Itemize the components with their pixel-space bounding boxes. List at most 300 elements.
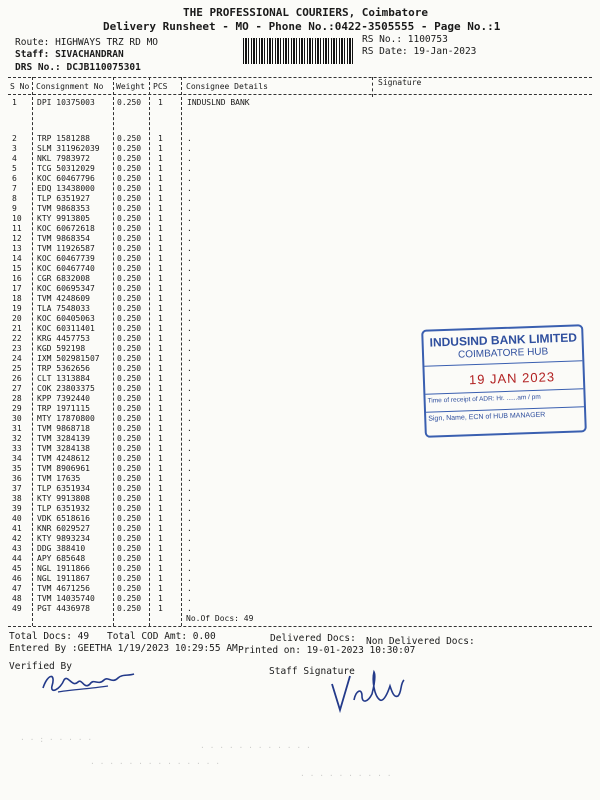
row-pcs: 1 [158, 98, 163, 107]
row-consignee: . [187, 244, 192, 253]
row-sno: 4 [12, 154, 17, 163]
table-row [0, 204, 600, 214]
row-sno: 14 [12, 254, 22, 263]
row-consignee: . [187, 494, 192, 503]
table-row [0, 184, 600, 194]
row-sno: 18 [12, 294, 22, 303]
verified-signature [38, 668, 138, 698]
row-pcs: 1 [158, 274, 163, 283]
row-pcs: 1 [158, 514, 163, 523]
row-weight: 0.250 [117, 434, 142, 443]
row-consignment-no: TVM 11926587 [37, 244, 95, 253]
col-header-consignment: Consignment No [36, 82, 104, 91]
table-row [0, 164, 600, 174]
row-sno: 46 [12, 574, 22, 583]
table-row [0, 224, 600, 234]
row-weight: 0.250 [117, 554, 142, 563]
row-consignee: . [187, 474, 192, 483]
row-consignee: INDUSLND BANK [187, 98, 250, 107]
row-weight: 0.250 [117, 414, 142, 423]
row-sno: 24 [12, 354, 22, 363]
table-row [0, 194, 600, 204]
row-consignment-no: KTY 9893234 [37, 534, 90, 543]
row-weight: 0.250 [117, 504, 142, 513]
row-sno: 42 [12, 534, 22, 543]
row-consignment-no: KRG 4457753 [37, 334, 90, 343]
row-weight: 0.250 [117, 584, 142, 593]
row-sno: 45 [12, 564, 22, 573]
route-line [15, 37, 158, 48]
total-cod-amount: Total COD Amt: 0.00 [107, 631, 216, 642]
row-consignee: . [187, 174, 192, 183]
row-pcs: 1 [158, 434, 163, 443]
row-consignee: . [187, 184, 192, 193]
row-sno: 40 [12, 514, 22, 523]
row-pcs: 1 [158, 524, 163, 533]
row-weight: 0.250 [117, 354, 142, 363]
row-consignment-no: TLP 6351927 [37, 194, 90, 203]
row-pcs: 1 [158, 294, 163, 303]
row-consignee: . [187, 404, 192, 413]
row-pcs: 1 [158, 234, 163, 243]
row-sno: 12 [12, 234, 22, 243]
row-weight: 0.250 [117, 304, 142, 313]
row-consignment-no: TVM 14035740 [37, 594, 95, 603]
row-sno: 33 [12, 444, 22, 453]
row-weight: 0.250 [117, 344, 142, 353]
row-consignee: . [187, 354, 192, 363]
non-delivered-docs: Non Delivered Docs: [366, 636, 475, 647]
table-row [0, 564, 600, 574]
stamp-bank-name: INDUSIND BANK LIMITED [429, 330, 578, 350]
stamp-date: 19 JAN 2023 [468, 369, 556, 388]
row-sno: 25 [12, 364, 22, 373]
table-row [0, 214, 600, 224]
row-sno: 32 [12, 434, 22, 443]
table-row [0, 154, 600, 164]
row-weight: 0.250 [117, 194, 142, 203]
row-pcs: 1 [158, 544, 163, 553]
row-weight: 0.250 [117, 314, 142, 323]
row-sno: 36 [12, 474, 22, 483]
table-row [0, 134, 600, 144]
row-sno: 6 [12, 174, 17, 183]
row-consignment-no: TVM 3284138 [37, 444, 90, 453]
row-consignment-no: TVM 9868353 [37, 204, 90, 213]
row-pcs: 1 [158, 364, 163, 373]
row-pcs: 1 [158, 214, 163, 223]
row-consignment-no: KOC 60467796 [37, 174, 95, 183]
table-row [0, 314, 600, 324]
row-pcs: 1 [158, 484, 163, 493]
row-consignee: . [187, 214, 192, 223]
row-consignee: . [187, 414, 192, 423]
row-consignment-no: TVM 4671256 [37, 584, 90, 593]
company-name: THE PROFESSIONAL COURIERS, Coimbatore [183, 6, 429, 19]
row-weight: 0.250 [117, 184, 142, 193]
col-header-pcs: PCS [153, 82, 168, 91]
row-consignment-no: TLA 7548033 [37, 304, 90, 313]
stamp-divider [425, 388, 583, 395]
row-weight: 0.250 [117, 144, 142, 153]
entered-by: Entered By :GEETHA 1/19/2023 10:29:55 AM [9, 643, 238, 654]
row-consignee: . [187, 454, 192, 463]
row-pcs: 1 [158, 554, 163, 563]
row-pcs: 1 [158, 324, 163, 333]
row-weight: 0.250 [117, 154, 142, 163]
row-consignment-no: TRP 1581288 [37, 134, 90, 143]
row-pcs: 1 [158, 204, 163, 213]
row-sno: 15 [12, 264, 22, 273]
row-sno: 30 [12, 414, 22, 423]
row-consignment-no: COK 23803375 [37, 384, 95, 393]
rs-number: RS No.: 1100753 [362, 34, 448, 45]
row-consignment-no: KGD 592198 [37, 344, 86, 353]
row-consignment-no: SLM 311962039 [37, 144, 100, 153]
row-pcs: 1 [158, 244, 163, 253]
row-consignee: . [187, 434, 192, 443]
row-consignment-no: NKL 7983972 [37, 154, 90, 163]
row-consignee: . [187, 194, 192, 203]
row-consignment-no: TRP 5362656 [37, 364, 90, 373]
row-consignment-no: TLP 6351932 [37, 504, 90, 513]
row-consignee: . [187, 304, 192, 313]
route-value: HIGHWAYS TRZ RD MO [55, 37, 159, 48]
route-label: Route: [15, 37, 50, 48]
row-pcs: 1 [158, 344, 163, 353]
row-weight: 0.250 [117, 524, 142, 533]
table-row [0, 144, 600, 154]
delivered-docs: Delivered Docs: [270, 633, 356, 644]
row-sno: 37 [12, 484, 22, 493]
table-row [0, 244, 600, 254]
row-weight: 0.250 [117, 294, 142, 303]
row-consignee: . [187, 464, 192, 473]
row-sno: 7 [12, 184, 17, 193]
table-row [0, 484, 600, 494]
row-sno: 19 [12, 304, 22, 313]
row-consignment-no: KNR 6029527 [37, 524, 90, 533]
no-of-docs: No.Of Docs: 49 [186, 614, 254, 623]
row-weight: 0.250 [117, 514, 142, 523]
row-consignment-no: DDG 388410 [37, 544, 86, 553]
row-consignment-no: KOC 60672618 [37, 224, 95, 233]
col-header-consignee: Consignee Details [186, 82, 268, 91]
row-consignee: . [187, 514, 192, 523]
row-consignment-no: KTY 9913808 [37, 494, 90, 503]
row-consignee: . [187, 584, 192, 593]
row-weight: 0.250 [117, 174, 142, 183]
table-row [0, 474, 600, 484]
table-row [0, 174, 600, 184]
row-consignee: . [187, 484, 192, 493]
bleed-through-texture: · · : · · · · · · · · · · · · · · · · · · · · · · · · · · · · · · · · · · · · · · · · · [20, 735, 392, 780]
row-pcs: 1 [158, 424, 163, 433]
row-pcs: 1 [158, 394, 163, 403]
row-sno: 39 [12, 504, 22, 513]
row-pcs: 1 [158, 284, 163, 293]
row-consignee: . [187, 254, 192, 263]
row-sno: 11 [12, 224, 22, 233]
row-weight: 0.250 [117, 594, 142, 603]
row-consignee: . [187, 564, 192, 573]
row-consignment-no: TLP 6351934 [37, 484, 90, 493]
table-row [0, 434, 600, 444]
row-consignment-no: APY 685648 [37, 554, 86, 563]
row-weight: 0.250 [117, 484, 142, 493]
row-weight: 0.250 [117, 98, 142, 107]
row-pcs: 1 [158, 604, 163, 613]
barcode [243, 38, 355, 64]
row-pcs: 1 [158, 304, 163, 313]
row-consignee: . [187, 534, 192, 543]
row-consignee: . [187, 524, 192, 533]
row-weight: 0.250 [117, 534, 142, 543]
row-weight: 0.250 [117, 334, 142, 343]
row-consignee: . [187, 234, 192, 243]
row-weight: 0.250 [117, 364, 142, 373]
row-weight: 0.250 [117, 164, 142, 173]
row-pcs: 1 [158, 354, 163, 363]
table-row [0, 98, 600, 108]
row-consignment-no: TVM 9868718 [37, 424, 90, 433]
row-weight: 0.250 [117, 204, 142, 213]
table-row [0, 274, 600, 284]
row-consignment-no: KOC 60405063 [37, 314, 95, 323]
row-weight: 0.250 [117, 274, 142, 283]
row-sno: 48 [12, 594, 22, 603]
staff-signature [328, 666, 408, 716]
row-consignee: . [187, 384, 192, 393]
row-pcs: 1 [158, 474, 163, 483]
row-pcs: 1 [158, 264, 163, 273]
row-consignment-no: CLT 1313884 [37, 374, 90, 383]
verified-by-label: Verified By [9, 661, 72, 672]
row-sno: 5 [12, 164, 17, 173]
row-consignment-no: TVM 8906961 [37, 464, 90, 473]
row-weight: 0.250 [117, 324, 142, 333]
row-consignment-no: TRP 1971115 [37, 404, 90, 413]
row-consignee: . [187, 394, 192, 403]
row-sno: 35 [12, 464, 22, 473]
row-sno: 31 [12, 424, 22, 433]
row-consignee: . [187, 504, 192, 513]
row-pcs: 1 [158, 594, 163, 603]
stamp-hub-name: COIMBATORE HUB [457, 346, 549, 361]
row-consignment-no: TVM 17635 [37, 474, 81, 483]
row-pcs: 1 [158, 574, 163, 583]
table-row [0, 604, 600, 614]
row-consignee: . [187, 134, 192, 143]
table-bottom-rule [8, 626, 592, 627]
staff-value: SIVACHANDRAN [55, 49, 124, 60]
staff-signature-label: Staff Signature [269, 666, 355, 677]
row-consignee: . [187, 374, 192, 383]
stamp-divider [426, 406, 584, 413]
row-sno: 41 [12, 524, 22, 533]
row-weight: 0.250 [117, 394, 142, 403]
col-header-weight: Weight [116, 82, 145, 91]
drs-value: DCJB110075301 [66, 62, 141, 73]
col-divider [372, 77, 373, 97]
row-sno: 26 [12, 374, 22, 383]
row-consignment-no: KPP 7392440 [37, 394, 90, 403]
row-pcs: 1 [158, 314, 163, 323]
rs-date: RS Date: 19-Jan-2023 [362, 46, 477, 57]
runsheet-title: Delivery Runsheet - MO - Phone No.:0422-3505555 - Page No.:1 [103, 20, 501, 33]
row-sno: 28 [12, 394, 22, 403]
printed-on: Printed on: 19-01-2023 10:30:07 [238, 645, 416, 656]
row-sno: 21 [12, 324, 22, 333]
row-sno: 13 [12, 244, 22, 253]
row-pcs: 1 [158, 374, 163, 383]
row-consignment-no: CGR 6832008 [37, 274, 90, 283]
total-docs: Total Docs: 49 [9, 631, 90, 642]
row-consignment-no: VDK 6518616 [37, 514, 90, 523]
row-consignee: . [187, 554, 192, 563]
row-weight: 0.250 [117, 264, 142, 273]
row-pcs: 1 [158, 384, 163, 393]
stamp-sign-line: Sign, Name, ECN of HUB MANAGER [428, 411, 546, 423]
row-pcs: 1 [158, 334, 163, 343]
row-sno: 49 [12, 604, 22, 613]
row-weight: 0.250 [117, 474, 142, 483]
row-consignment-no: TVM 3284139 [37, 434, 90, 443]
row-sno: 1 [12, 98, 17, 107]
table-row [0, 594, 600, 604]
table-row [0, 494, 600, 504]
row-weight: 0.250 [117, 244, 142, 253]
table-row [0, 284, 600, 294]
row-consignee: . [187, 154, 192, 163]
row-consignment-no: DPI 10375003 [37, 98, 95, 107]
row-consignment-no: KOC 60467740 [37, 264, 95, 273]
table-row [0, 294, 600, 304]
table-row [0, 584, 600, 594]
row-weight: 0.250 [117, 574, 142, 583]
row-consignee: . [187, 544, 192, 553]
table-row [0, 544, 600, 554]
row-consignment-no: NGL 1911867 [37, 574, 90, 583]
row-sno: 23 [12, 344, 22, 353]
row-weight: 0.250 [117, 374, 142, 383]
row-weight: 0.250 [117, 604, 142, 613]
row-consignee: . [187, 274, 192, 283]
row-consignment-no: KTY 9913805 [37, 214, 90, 223]
row-consignee: . [187, 224, 192, 233]
row-weight: 0.250 [117, 564, 142, 573]
row-pcs: 1 [158, 174, 163, 183]
row-pcs: 1 [158, 134, 163, 143]
row-sno: 29 [12, 404, 22, 413]
table-row [0, 444, 600, 454]
row-consignment-no: TVM 4248609 [37, 294, 90, 303]
row-sno: 38 [12, 494, 22, 503]
row-sno: 27 [12, 384, 22, 393]
row-sno: 43 [12, 544, 22, 553]
row-pcs: 1 [158, 454, 163, 463]
table-row [0, 304, 600, 314]
row-consignee: . [187, 444, 192, 453]
table-row [0, 554, 600, 564]
row-consignee: . [187, 284, 192, 293]
row-sno: 47 [12, 584, 22, 593]
row-pcs: 1 [158, 254, 163, 263]
row-sno: 2 [12, 134, 17, 143]
row-consignment-no: EDQ 13438000 [37, 184, 95, 193]
row-pcs: 1 [158, 194, 163, 203]
row-pcs: 1 [158, 144, 163, 153]
row-pcs: 1 [158, 534, 163, 543]
row-consignee: . [187, 424, 192, 433]
row-pcs: 1 [158, 494, 163, 503]
row-weight: 0.250 [117, 404, 142, 413]
row-sno: 10 [12, 214, 22, 223]
col-header-signature: Signature [378, 78, 422, 87]
row-weight: 0.250 [117, 454, 142, 463]
row-consignee: . [187, 294, 192, 303]
row-consignee: . [187, 204, 192, 213]
bank-stamp [421, 324, 587, 438]
row-sno: 34 [12, 454, 22, 463]
table-top-rule [8, 77, 592, 78]
row-consignee: . [187, 144, 192, 153]
row-consignment-no: TVM 4248612 [37, 454, 90, 463]
row-sno: 9 [12, 204, 17, 213]
table-row [0, 234, 600, 244]
row-weight: 0.250 [117, 284, 142, 293]
row-consignee: . [187, 594, 192, 603]
row-weight: 0.250 [117, 494, 142, 503]
table-row [0, 534, 600, 544]
row-sno: 22 [12, 334, 22, 343]
row-consignment-no: KOC 60467739 [37, 254, 95, 263]
row-pcs: 1 [158, 414, 163, 423]
row-consignee: . [187, 344, 192, 353]
table-row [0, 264, 600, 274]
stamp-receipt-time: Time of receipt of ADR: Hr. ......am / pm [427, 393, 541, 405]
drs-line [15, 62, 141, 73]
stamp-divider [424, 360, 582, 367]
row-pcs: 1 [158, 404, 163, 413]
table-row [0, 254, 600, 264]
row-consignee: . [187, 314, 192, 323]
row-pcs: 1 [158, 444, 163, 453]
row-consignment-no: NGL 1911866 [37, 564, 90, 573]
row-weight: 0.250 [117, 444, 142, 453]
staff-line [15, 49, 124, 60]
row-sno: 17 [12, 284, 22, 293]
row-consignment-no: KOC 60695347 [37, 284, 95, 293]
row-pcs: 1 [158, 154, 163, 163]
row-weight: 0.250 [117, 224, 142, 233]
row-sno: 16 [12, 274, 22, 283]
row-pcs: 1 [158, 564, 163, 573]
row-pcs: 1 [158, 184, 163, 193]
staff-label: Staff: [15, 49, 50, 60]
row-consignee: . [187, 164, 192, 173]
table-row [0, 574, 600, 584]
row-weight: 0.250 [117, 234, 142, 243]
row-consignee: . [187, 604, 192, 613]
row-consignment-no: MTY 17870800 [37, 414, 95, 423]
row-weight: 0.250 [117, 544, 142, 553]
row-consignment-no: TCG 50312029 [37, 164, 95, 173]
row-sno: 3 [12, 144, 17, 153]
table-header-rule [8, 94, 592, 95]
row-weight: 0.250 [117, 214, 142, 223]
row-consignment-no: IXM 502981507 [37, 354, 100, 363]
